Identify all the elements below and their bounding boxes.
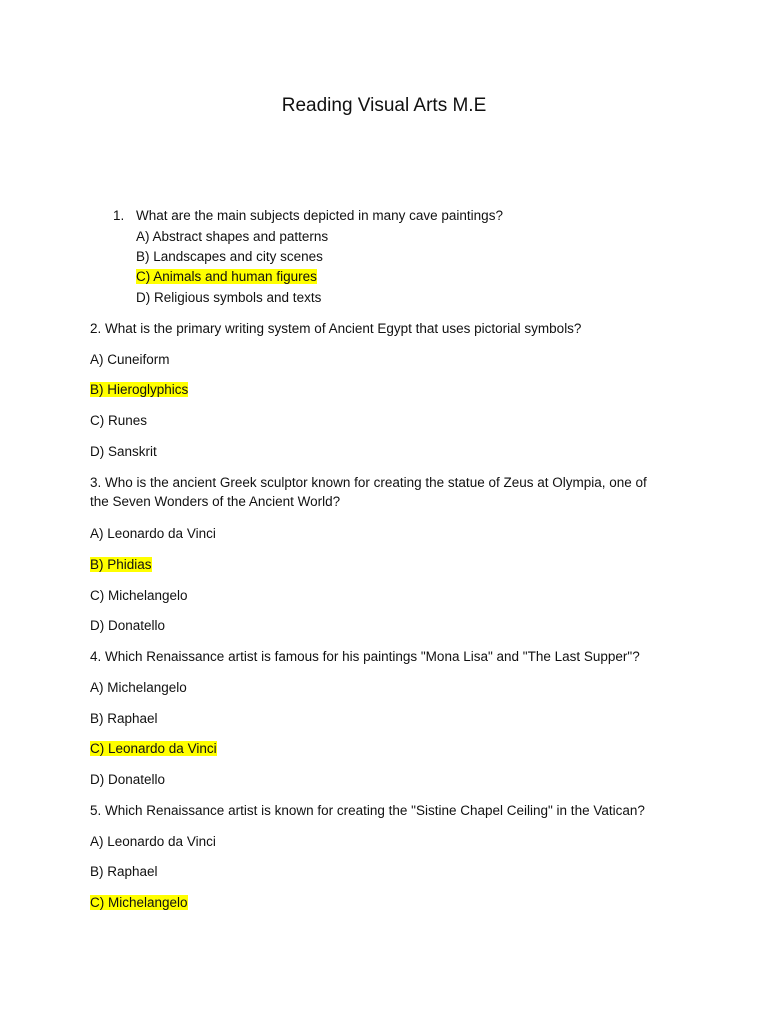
highlighted-answer: B) Phidias — [90, 557, 152, 572]
answer-option: A) Leonardo da Vinci — [90, 526, 216, 541]
answer-option: C) Michelangelo — [90, 588, 188, 603]
answer-option: D) Sanskrit — [90, 444, 157, 459]
highlighted-answer: C) Leonardo da Vinci — [90, 741, 217, 756]
answer-option: D) Donatello — [90, 772, 166, 787]
question-text: 2. What is the primary writing system of Ancient Egypt that uses pictorial symbols? — [90, 321, 582, 336]
question-number: 1. — [113, 208, 125, 223]
answer-option: A) Leonardo da Vinci — [90, 834, 216, 849]
question-text-line: the Seven Wonders of the Ancient World? — [90, 494, 341, 509]
answer-option-correct — [90, 740, 217, 758]
question-text: 5. Which Renaissance artist is known for creating the "Sistine Chapel Ceiling" in the Vatican? — [90, 803, 645, 818]
highlighted-answer: B) Hieroglyphics — [90, 382, 189, 397]
answer-option: A) Cuneiform — [90, 352, 170, 367]
answer-option-correct — [90, 556, 152, 574]
answer-option: D) Donatello — [90, 618, 166, 633]
answer-option-correct — [90, 381, 188, 399]
answer-option: C) Runes — [90, 413, 148, 428]
answer-option-correct — [136, 268, 317, 286]
answer-option: B) Landscapes and city scenes — [136, 249, 323, 264]
answer-option-correct — [90, 894, 188, 912]
answer-option: B) Raphael — [90, 864, 158, 879]
document-title: Reading Visual Arts M.E — [281, 95, 487, 116]
question-text: What are the main subjects depicted in many cave paintings? — [136, 208, 503, 223]
question-text-line: 3. Who is the ancient Greek sculptor known for creating the statue of Zeus at Olympia, one of — [90, 475, 647, 490]
question-text: 4. Which Renaissance artist is famous for his paintings "Mona Lisa" and "The Last Supper"? — [90, 649, 640, 664]
answer-option: A) Michelangelo — [90, 680, 187, 695]
answer-option: B) Raphael — [90, 711, 158, 726]
answer-option: D) Religious symbols and texts — [136, 290, 322, 305]
answer-option: A) Abstract shapes and patterns — [136, 229, 329, 244]
highlighted-answer: C) Michelangelo — [90, 895, 188, 910]
highlighted-answer: C) Animals and human figures — [136, 269, 317, 284]
